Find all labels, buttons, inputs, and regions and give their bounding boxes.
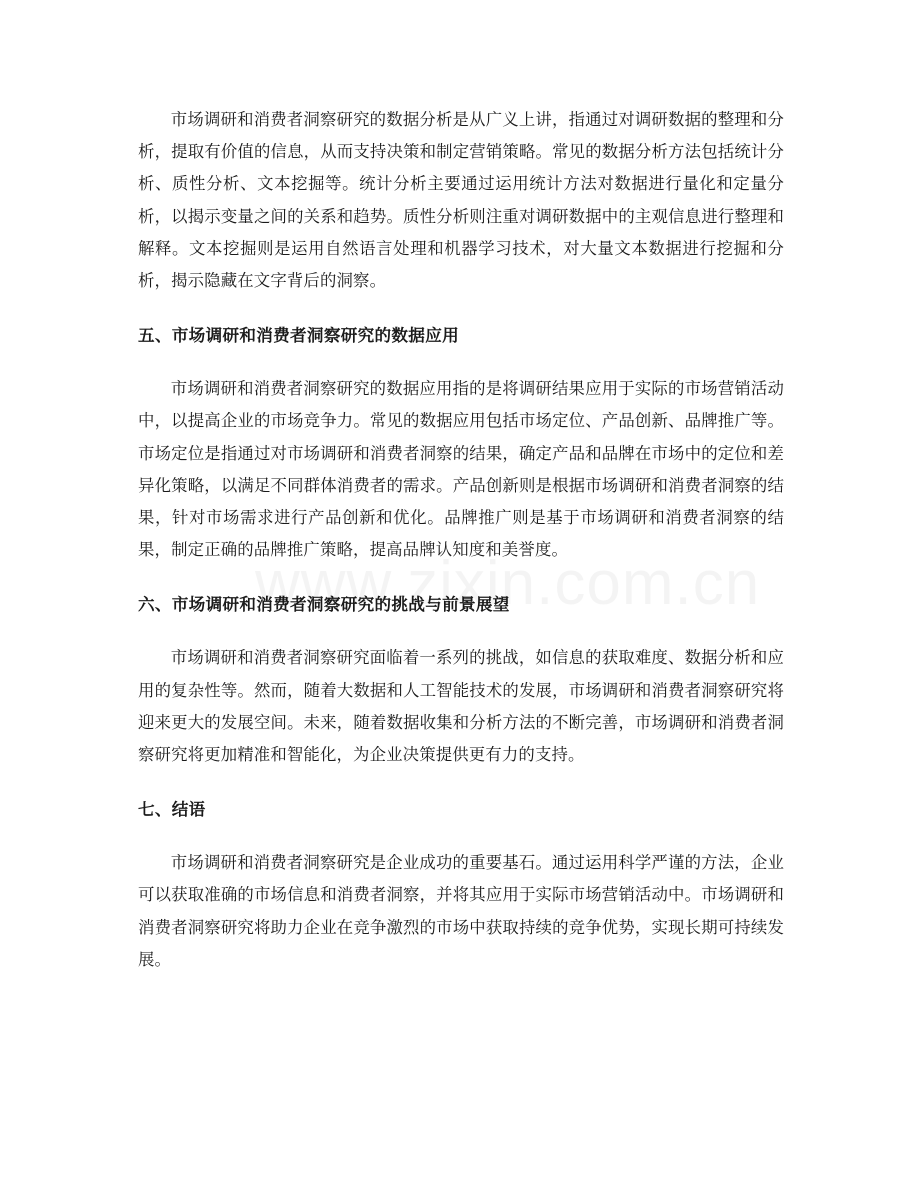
section-heading-data-application: 五、市场调研和消费者洞察研究的数据应用 — [138, 326, 459, 346]
document-body — [138, 104, 784, 976]
paragraph-conclusion: 市场调研和消费者洞察研究是企业成功的重要基石。通过运用科学严谨的方法，企业可以获取准确的市场信息和消费者洞察，并将其应用于实际市场营销活动中。市场调研和消费者洞察研究将助力企业在竞争激烈的市场中获取持续的竞争优势，实现长期可持续发展。 — [138, 853, 784, 969]
paragraph-challenges: 市场调研和消费者洞察研究面临着一系列的挑战，如信息的获取难度、数据分析和应用的复杂性等。然而，随着大数据和人工智能技术的发展，市场调研和消费者洞察研究将迎来更大的发展空间。未来，随着数据收集和分析方法的不断完善，市场调研和消费者洞察研究将更加精准和智能化，为企业决策提供更有力的支持。 — [138, 648, 784, 765]
paragraph-data-analysis: 市场调研和消费者洞察研究的数据分析是从广义上讲，指通过对调研数据的整理和分析，提取有价值的信息，从而支持决策和制定营销策略。常见的数据分析方法包括统计分析、质性分析、文本挖掘等。统计分析主要通过运用统计方法对数据进行量化和定量分析，以揭示变量之间的关系和趋势。质性分析则注重对调研数据中的主观信息进行整理和解释。文本挖掘则是运用自然语言处理和机器学习技术，对大量文本数据进行挖掘和分析，揭示隐藏在文字背后的洞察。 — [138, 110, 784, 291]
section-heading-conclusion: 七、结语 — [138, 800, 206, 820]
section-heading-challenges: 六、市场调研和消费者洞察研究的挑战与前景展望 — [138, 595, 510, 615]
paragraph-data-application: 市场调研和消费者洞察研究的数据应用指的是将调研结果应用于实际的市场营销活动中，以提高企业的市场竞争力。常见的数据应用包括市场定位、产品创新、品牌推广等。市场定位是指通过对市场调研和消费者洞察的结果，确定产品和品牌在市场中的定位和差异化策略，以满足不同群体消费者的需求。产品创新则是根据市场调研和消费者洞察的结果，针对市场需求进行产品创新和优化。品牌推广则是基于市场调研和消费者洞察的结果，制定正确的品牌推广策略，提高品牌认知度和美誉度。 — [138, 379, 784, 560]
